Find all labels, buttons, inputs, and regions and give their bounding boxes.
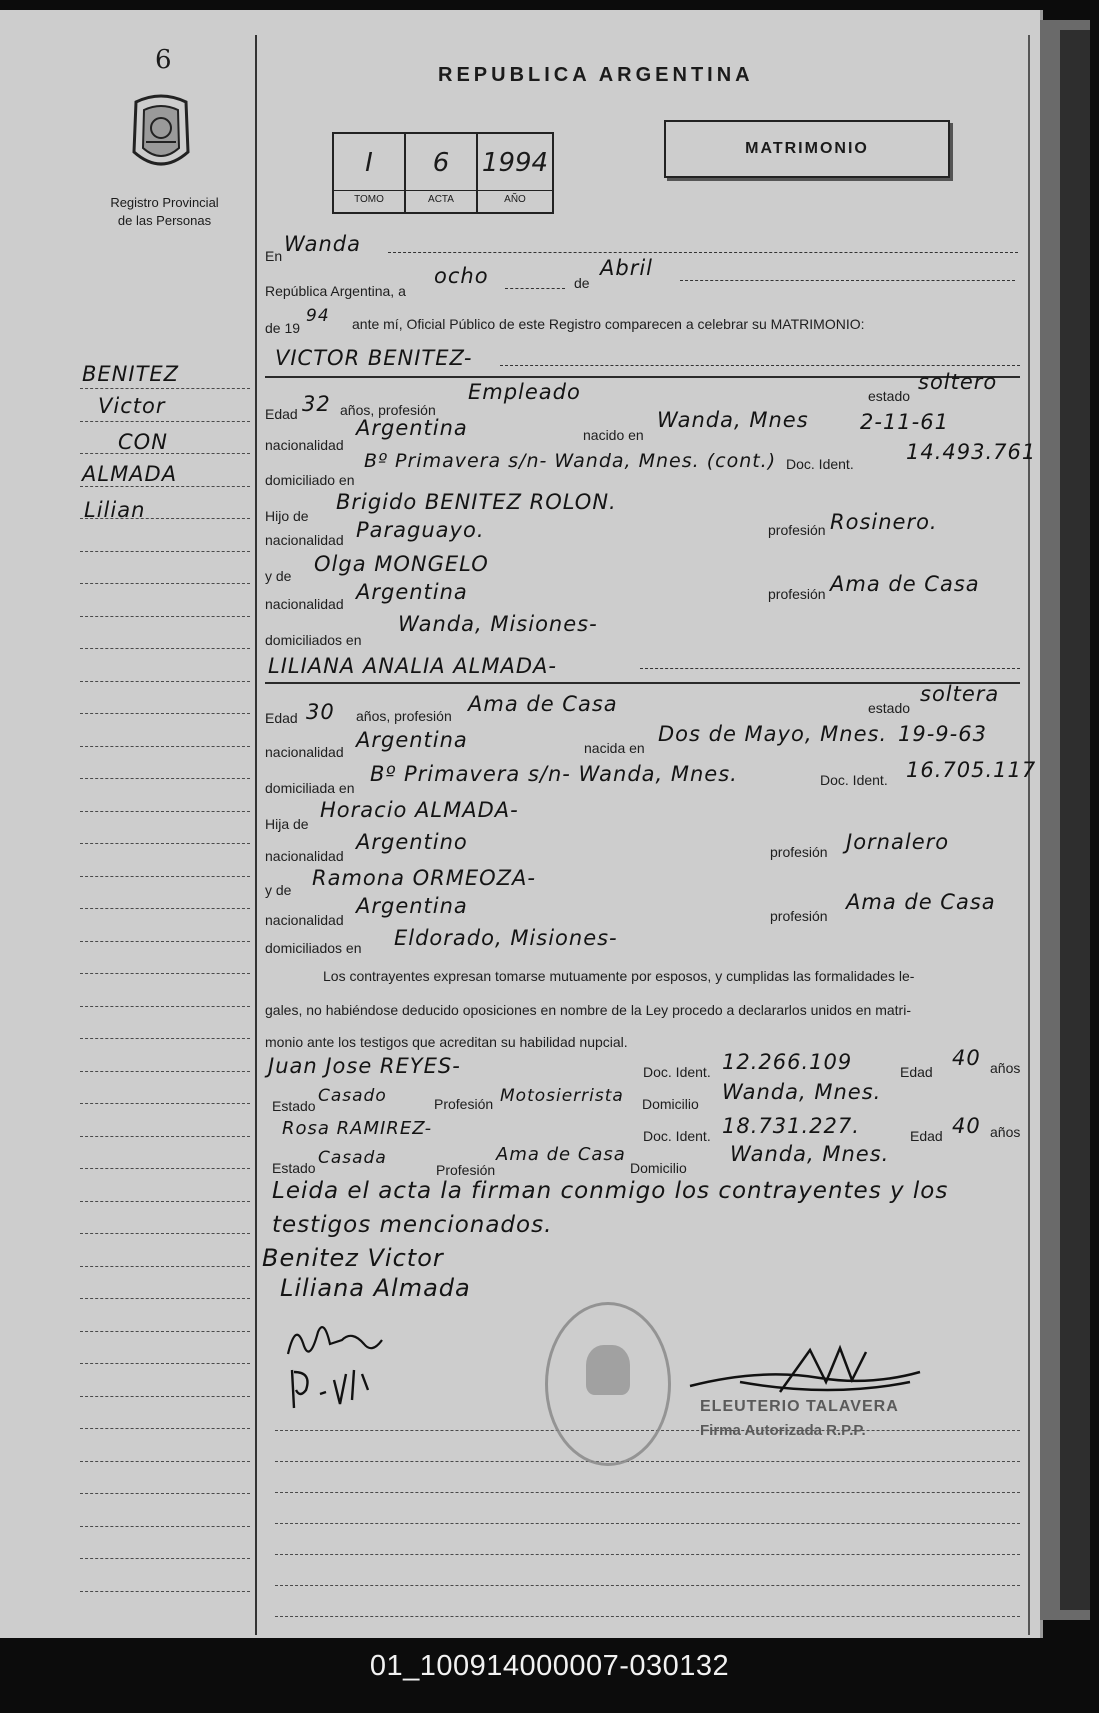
witness1-domicilio-label: Domicilio (642, 1096, 699, 1112)
groom-name: VICTOR BENITEZ- (275, 346, 473, 370)
witness2-estado-label: Estado (272, 1160, 316, 1176)
registry-line-1: Registro Provincial (110, 195, 219, 210)
body-ruled-line (275, 1523, 1020, 1524)
bride-domiciliada-label: domiciliada en (265, 780, 355, 796)
bride-parents-address: Eldorado, Misiones- (394, 926, 618, 950)
groom-father-nac-label: nacionalidad (265, 532, 344, 548)
witness1-profession: Motosierrista (500, 1086, 624, 1106)
witness2-profession: Ama de Casa (496, 1144, 626, 1165)
margin-ruled-line (80, 1428, 250, 1429)
bride-doc-label: Doc. Ident. (820, 772, 888, 788)
bride-name: LILIANA ANALIA ALMADA- (268, 654, 557, 678)
declaration-line-3: monio ante los testigos que acreditan su habilidad nupcial. (265, 1034, 628, 1050)
groom-father-profession: Rosinero. (830, 510, 938, 534)
place-value: Wanda (284, 232, 361, 256)
margin-ruled-line (80, 1233, 250, 1234)
celebrar-text: ante mí, Oficial Público de este Registro comparecen a celebrar su MATRIMONIO: (352, 316, 865, 332)
body-ruled-line (275, 1492, 1020, 1493)
witness1-doc-label: Doc. Ident. (643, 1064, 711, 1080)
witness2-name: Rosa RAMIREZ- (282, 1118, 433, 1139)
groom-doc-label: Doc. Ident. (786, 456, 854, 472)
margin-ruled-line (80, 1136, 250, 1137)
margin-ruled-line (80, 1396, 250, 1397)
signature-groom: Benitez Victor (262, 1244, 444, 1272)
witness2-doc: 18.731.227. (722, 1114, 860, 1138)
margin-ruled-line (80, 1363, 250, 1364)
right-border (1028, 35, 1030, 1635)
fill-line (505, 288, 565, 289)
en-label: En (265, 248, 283, 264)
country-title: REPUBLICA ARGENTINA (438, 64, 754, 86)
groom-status: soltero (918, 370, 998, 394)
margin-ruled-line (80, 648, 250, 649)
margin-ruled-line (80, 583, 250, 584)
bride-domiciliados-label: domiciliados en (265, 940, 362, 956)
witness1-age: 40 (952, 1046, 981, 1070)
groom-profession: Empleado (468, 380, 581, 404)
margin-ruled-line (80, 1558, 250, 1559)
witness1-estado-label: Estado (272, 1098, 316, 1114)
body-ruled-line (275, 1461, 1020, 1462)
official-name: ELEUTERIO TALAVERA (700, 1398, 899, 1415)
ano-label: AÑO (478, 190, 552, 205)
book-edge-shadow (1060, 30, 1090, 1610)
de-label: de (574, 275, 590, 291)
witness1-status: Casado (318, 1086, 387, 1106)
witness1-doc: 12.266.109 (722, 1050, 853, 1074)
bride-edad-label: Edad (265, 710, 298, 726)
groom-father-prof-label: profesión (768, 522, 826, 538)
acta-label: ACTA (406, 190, 476, 205)
body-ruled-line (275, 1585, 1020, 1586)
witness2-profesion-label: Profesión (436, 1162, 496, 1178)
bride-mother-prof-label: profesión (770, 908, 828, 924)
bride-yde-label: y de (265, 882, 292, 898)
witness1-profesion-label: Profesión (434, 1096, 494, 1112)
section-rule (265, 682, 1020, 684)
groom-birthplace: Wanda, Mnes (657, 408, 809, 432)
groom-father: Brigido BENITEZ ROLON. (336, 490, 617, 514)
groom-mother-nac-label: nacionalidad (265, 596, 344, 612)
groom-nacionalidad-label: nacionalidad (265, 437, 344, 453)
page-number: 6 (155, 45, 172, 75)
republica-label: República Argentina, a (265, 283, 406, 299)
seal-crest-icon (586, 1345, 630, 1395)
groom-mother-prof-label: profesión (768, 586, 826, 602)
margin-ruled-line (80, 908, 250, 909)
margin-ruled-line (80, 1298, 250, 1299)
fill-line (500, 365, 1020, 366)
bride-address: Bº Primavera s/n- Wanda, Mnes. (370, 762, 738, 786)
witness2-anos-label: años (990, 1124, 1021, 1140)
bride-age: 30 (306, 700, 335, 724)
coat-of-arms-icon (126, 92, 196, 176)
bride-status: soltera (920, 682, 1000, 706)
margin-ruled-line (80, 1526, 250, 1527)
margin-name-2: Victor (98, 394, 166, 418)
witness1-name: Juan Jose REYES- (268, 1054, 461, 1078)
year-label: de 19 (265, 320, 301, 336)
fill-line (640, 668, 1020, 669)
registry-name (92, 194, 237, 230)
bride-nacida-label: nacida en (584, 740, 645, 756)
margin-ruled-line (80, 388, 250, 389)
groom-mother-nationality: Argentina (356, 580, 468, 604)
bride-profession: Ama de Casa (468, 692, 618, 716)
bride-doc: 16.705.117 (906, 758, 1037, 782)
bride-nationality: Argentina (356, 728, 468, 752)
groom-hijo-label: Hijo de (265, 508, 309, 524)
declaration-line-2: gales, no habiéndose deducido oposiciones en nombre de la Ley procedo a declararlos unidos en matri- (265, 1002, 911, 1018)
margin-ruled-line (80, 1591, 250, 1592)
margin-ruled-line (80, 1201, 250, 1202)
tomo-label: TOMO (334, 190, 404, 205)
margin-ruled-line (80, 1331, 250, 1332)
groom-yde-label: y de (265, 568, 292, 584)
official-signature (680, 1342, 940, 1402)
bride-mother-nationality: Argentina (356, 894, 468, 918)
groom-nationality: Argentina (356, 416, 468, 440)
signature-bride: Liliana Almada (280, 1274, 471, 1302)
witness2-age: 40 (952, 1114, 981, 1138)
groom-age: 32 (302, 392, 331, 416)
acta-value: 6 (432, 148, 450, 178)
margin-ruled-line (80, 551, 250, 552)
groom-edad-label: Edad (265, 406, 298, 422)
groom-doc: 14.493.761 (906, 440, 1037, 464)
margin-name-1: BENITEZ (82, 362, 180, 386)
bride-nacionalidad-label: nacionalidad (265, 744, 344, 760)
witness2-edad-label: Edad (910, 1128, 943, 1144)
margin-ruled-line (80, 616, 250, 617)
month-value: Abril (600, 256, 653, 280)
margin-ruled-line (80, 681, 250, 682)
bride-mother-nac-label: nacionalidad (265, 912, 344, 928)
ano-value: 1994 (481, 148, 549, 178)
margin-divider (255, 35, 257, 1635)
margin-ruled-line (80, 713, 250, 714)
bride-mother-profession: Ama de Casa (846, 890, 996, 914)
bride-mother: Ramona ORMEOZA- (312, 866, 536, 890)
groom-profesion-label: años, profesión (340, 402, 436, 418)
bride-hija-label: Hija de (265, 816, 309, 832)
declaration-line-1: Los contrayentes expresan tomarse mutuamente por esposos, y cumplidas las formalidades le- (323, 968, 915, 984)
margin-ruled-line (80, 1168, 250, 1169)
groom-parents-address: Wanda, Misiones- (398, 612, 598, 636)
ano-cell (478, 134, 552, 212)
groom-domiciliados-label: domiciliados en (265, 632, 362, 648)
margin-ruled-line (80, 778, 250, 779)
signature-witness2 (286, 1360, 396, 1416)
record-type-box: MATRIMONIO (664, 120, 950, 178)
witness1-address: Wanda, Mnes. (722, 1080, 882, 1104)
bride-father: Horacio ALMADA- (320, 798, 519, 822)
margin-ruled-line (80, 876, 250, 877)
groom-address: Bº Primavera s/n- Wanda, Mnes. (cont.) (364, 450, 777, 472)
margin-ruled-line (80, 421, 250, 422)
groom-estado-label: estado (868, 388, 911, 404)
bride-birthplace: Dos de Mayo, Mnes. (658, 722, 888, 746)
margin-ruled-line (80, 1461, 250, 1462)
witness2-status: Casada (318, 1148, 387, 1168)
witness2-domicilio-label: Domicilio (630, 1160, 687, 1176)
closing-line-2: testigos mencionados. (272, 1212, 553, 1238)
bride-profesion-label: años, profesión (356, 708, 452, 724)
margin-name-3: CON (118, 430, 168, 454)
margin-ruled-line (80, 1103, 250, 1104)
acta-cell (406, 134, 478, 212)
bride-father-nac-label: nacionalidad (265, 848, 344, 864)
closing-line-1: Leida el acta la firman conmigo los contrayentes y los (272, 1178, 949, 1204)
bride-father-nationality: Argentino (356, 830, 468, 854)
margin-ruled-line (80, 843, 250, 844)
witness1-anos-label: años (990, 1060, 1021, 1076)
body-ruled-line (275, 1616, 1020, 1617)
groom-mother: Olga MONGELO (314, 552, 489, 576)
body-ruled-line (275, 1554, 1020, 1555)
section-rule (265, 376, 1020, 378)
groom-birthdate: 2-11-61 (860, 410, 949, 434)
witness1-edad-label: Edad (900, 1064, 933, 1080)
registry-line-2: de las Personas (117, 213, 212, 228)
tomo-cell (334, 134, 406, 212)
margin-ruled-line (80, 746, 250, 747)
margin-ruled-line (80, 1006, 250, 1007)
record-id-box (332, 132, 554, 214)
margin-ruled-line (80, 941, 250, 942)
margin-ruled-line (80, 811, 250, 812)
official-seal (545, 1302, 671, 1466)
bride-estado-label: estado (868, 700, 911, 716)
margin-ruled-line (80, 973, 250, 974)
register-page (0, 10, 1043, 1638)
groom-father-nationality: Paraguayo. (356, 518, 485, 542)
fill-line (388, 252, 1018, 253)
margin-name-4: ALMADA (82, 462, 178, 486)
witness2-doc-label: Doc. Ident. (643, 1128, 711, 1144)
margin-ruled-line (80, 1038, 250, 1039)
groom-domiciliado-label: domiciliado en (265, 472, 355, 488)
bride-birthdate: 19-9-63 (898, 722, 987, 746)
year-suffix: 94 (306, 306, 330, 326)
groom-nacido-label: nacido en (583, 427, 644, 443)
tomo-value: I (365, 148, 373, 178)
fill-line (680, 280, 1015, 281)
margin-name-5: Lilian (84, 498, 146, 522)
margin-ruled-line (80, 1493, 250, 1494)
bride-father-profession: Jornalero (846, 830, 950, 854)
day-value: ocho (434, 264, 489, 288)
witness2-address: Wanda, Mnes. (730, 1142, 890, 1166)
margin-ruled-line (80, 1071, 250, 1072)
official-title: Firma Autorizada R.P.P. (700, 1422, 866, 1439)
groom-mother-profession: Ama de Casa (830, 572, 980, 596)
image-caption: 01_100914000007-030132 (369, 1650, 730, 1682)
bride-father-prof-label: profesión (770, 844, 828, 860)
margin-ruled-line (80, 1266, 250, 1267)
